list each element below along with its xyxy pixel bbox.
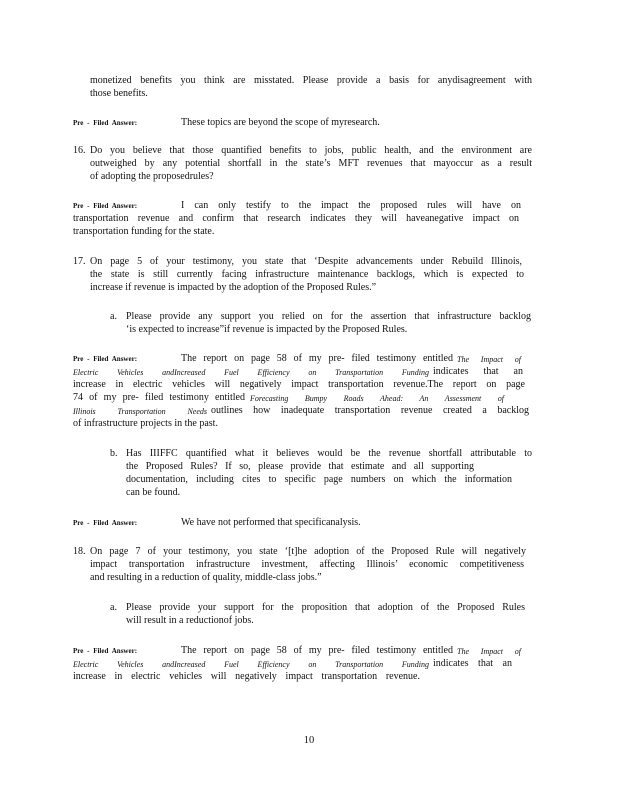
answer-label: Pre - Filed Answer: (73, 355, 138, 363)
answer-text: indicates that an (433, 658, 512, 669)
report-title: Electric Vehicles andIncreased Fuel Efficiency on Transportation Funding (73, 660, 429, 669)
page-number: 10 (303, 735, 315, 746)
text-line: increase if revenue is impacted by the adoption of the Proposed Rules.” (90, 282, 377, 293)
text-line: the state is still currently facing infrastructure maintenance backlogs, which is expected to (90, 269, 524, 280)
answer-text: These topics are beyond the scope of myresearch. (181, 117, 380, 128)
sub-question-marker: a. (110, 602, 117, 613)
report-title: Electric Vehicles andIncreased Fuel Efficiency on Transportation Funding (73, 368, 429, 377)
report-title: Forecasting Bumpy Roads Ahead: An Assessment of (250, 394, 504, 403)
text-line: On page 7 of your testimony, you state ‘[t]he adoption of the Proposed Rule will negatively (90, 546, 526, 557)
report-title: Illinois Transportation Needs (73, 407, 207, 416)
answer-text: outlines how inadequate transportation revenue created a backlog (211, 405, 529, 416)
answer-text: increase in electric vehicles will negatively impact transportation revenue. (73, 671, 420, 682)
answer-text: indicates that an (433, 366, 523, 377)
text-line: of adopting the proposedrules? (90, 171, 214, 182)
text-line: the Proposed Rules? If so, please provide that estimate and all supporting (126, 461, 474, 472)
answer-text: transportation funding for the state. (73, 226, 215, 237)
text-line: impact transportation infrastructure investment, affecting Illinois’ economic competitiveness (90, 559, 524, 570)
text-line: Has IIIFFC quantified what it believes would be the revenue shortfall attributable to (126, 448, 532, 459)
question-number: 18. (73, 546, 86, 557)
text-line: Do you believe that those quantified benefits to jobs, public health, and the environment are (90, 145, 532, 156)
text-line: ‘is expected to increase”if revenue is impacted by the Proposed Rules. (126, 324, 408, 335)
answer-label: Pre - Filed Answer: (73, 119, 138, 127)
answer-text: transportation revenue and confirm that research indicates they will haveanegative impact on (73, 213, 519, 224)
answer-text: The report on page 58 of my pre- filed testimony entitled (181, 645, 453, 656)
sub-question-marker: a. (110, 311, 117, 322)
answer-label: Pre - Filed Answer: (73, 519, 138, 527)
text-line: Please provide your support for the proposition that adoption of the Proposed Rules (126, 602, 525, 613)
text-line: outweighed by any potential shortfall in the state’s MFT revenues that mayoccur as a result (90, 158, 532, 169)
question-number: 17. (73, 256, 86, 267)
answer-text: The report on page 58 of my pre- filed testimony entitled (181, 353, 453, 364)
text-line: will result in a reductionof jobs. (126, 615, 254, 626)
text-line: On page 5 of your testimony, you state that ‘Despite advancements under Rebuild Illinois, (90, 256, 522, 267)
answer-label: Pre - Filed Answer: (73, 202, 138, 210)
answer-label: Pre - Filed Answer: (73, 647, 138, 655)
answer-text: I can only testify to the impact the proposed rules will have on (181, 200, 521, 211)
answer-text: 74 of my pre- filed testimony entitled (73, 392, 245, 403)
sub-question-marker: b. (110, 448, 118, 459)
report-title: The Impact of (457, 355, 521, 364)
text-line: monetized benefits you think are misstated. Please provide a basis for anydisagreement with (90, 75, 532, 86)
answer-text: We have not performed that specificanalysis. (181, 517, 361, 528)
text-line: and resulting in a reduction of quality, middle-class jobs.” (90, 572, 322, 583)
question-number: 16. (73, 145, 86, 156)
text-line: those benefits. (90, 88, 148, 99)
text-line: can be found. (126, 487, 181, 498)
answer-text: increase in electric vehicles will negatively impact transportation revenue.The report on page (73, 379, 525, 390)
text-line: documentation, including cites to specific page numbers on which the information (126, 474, 512, 485)
text-line: Please provide any support you relied on for the assertion that infrastructure backlog (126, 311, 531, 322)
answer-text: of infrastructure projects in the past. (73, 418, 218, 429)
report-title: The Impact of (457, 647, 521, 656)
